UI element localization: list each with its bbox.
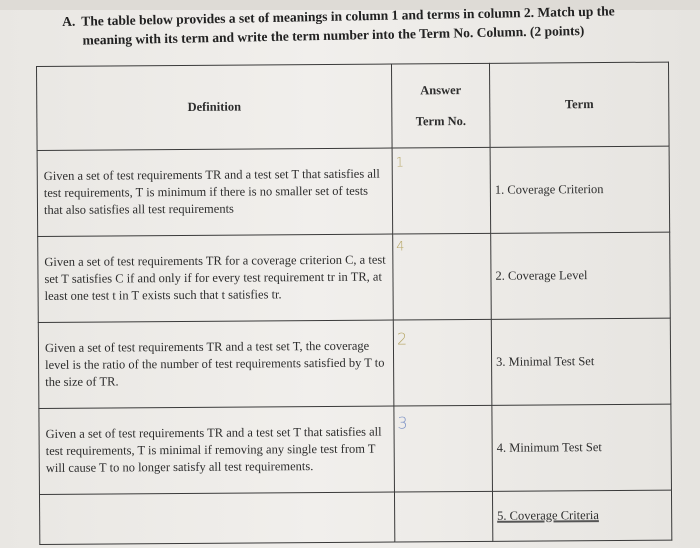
answer-cell[interactable] [394,405,493,492]
definition-cell: Given a set of test requirements TR for a coverage criterion C, a test set T satisfies C if and only if for every test requirement tr in TR, at least one test t in T exists such that t satisfies tr. [38,234,394,322]
header-term: Term [489,62,669,147]
answer-cell[interactable] [393,233,492,320]
definition-cell [39,492,394,544]
header-definition: Definition [37,64,393,150]
term-cell [492,490,671,541]
header-answer-label: Answer [420,82,462,97]
term-cell: 1. Coverage Criterion [490,146,670,233]
term-cell: 2. Coverage Level [491,232,671,319]
handwritten-answer: 3 [397,413,408,433]
answer-cell[interactable] [392,147,491,234]
table-row [38,318,671,408]
question-letter: A. [62,13,76,29]
answer-cell[interactable] [393,319,492,406]
answer-cell[interactable] [394,491,492,542]
header-term-no-label: Term No. [415,113,467,128]
question-line-1: The table below provides a set of meanings in column 1 and terms in column 2. Match up the [81,3,615,29]
handwritten-answer: 1 [395,155,405,171]
table-row [39,490,671,544]
question-line-2: meaning with its term and write the term number into the Term No. Column. (2 points) [82,22,585,48]
header-row [37,62,670,150]
handwritten-answer: 4 [396,239,405,255]
header-answer [391,63,490,148]
term-label: 5. Coverage Criteria [497,508,599,523]
handwritten-answer: 2 [396,329,408,349]
table-row [38,232,671,322]
term-cell: 3. Minimal Test Set [491,318,671,405]
table-row [37,146,670,236]
definition-cell: Given a set of test requirements TR and a test set T that satisfies all test requirements, T is minimum if there is no smaller set of tests that also satisfies all test requirements [37,148,393,236]
matching-table [36,62,672,545]
table-row [39,404,672,494]
term-cell: 4. Minimum Test Set [492,404,672,491]
definition-cell: Given a set of test requirements TR and a test set T, the coverage level is the ratio of the number of test requirements satisfied by T to the size of TR. [38,320,394,408]
definition-cell: Given a set of test requirements TR and a test set T that satisfies all test requirements, T is minimal if removing any single test from T will cause T to no longer satisfy all test requirements. [39,406,395,494]
